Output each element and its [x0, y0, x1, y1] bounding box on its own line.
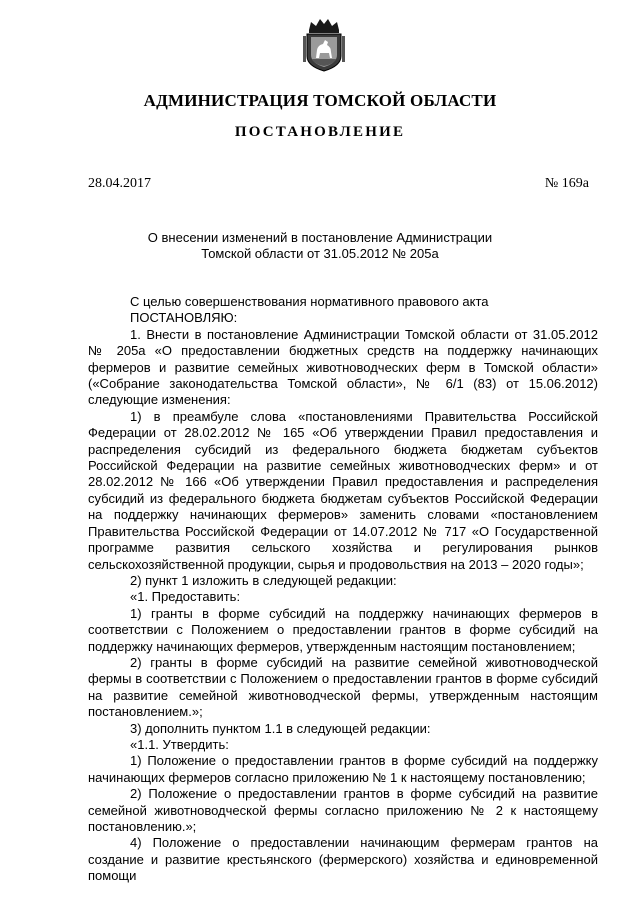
paragraph: «1. Предоставить:	[130, 589, 241, 605]
paragraph: «1.1. Утвердить:	[130, 736, 229, 752]
document-number: № 169а	[544, 176, 589, 191]
paragraph: ПОСТАНОВЛЯЮ:	[130, 310, 238, 326]
document-type: ПОСТАНОВЛЕНИЕ	[234, 124, 406, 140]
paragraph: 1) в преамбуле слова «постановлениями Правительства Российской Федерации от 28.02.2012 № 165 «Об утверждении Правил предоставления и распределения субсидий из федерального бюджета бюджетам субъектов Российской Федерации на развитие семейных животноводческих ферм» и от 28.02.2012 № 166 «Об утверждении Правил предоставления и распределения субсидий из федерального бюджета бюджетам субъектов Российской Федерации на поддержку начинающих фермеров» заменить словами «постановлением Правительства Российской Федерации от 14.07.2012 № 717 «О Государственной программе развития сельского хозяйства и регулирования рынков сельскохозяйственной продукции, сырья и продовольствия на 2013 – 2020 годы»;	[88, 408, 598, 572]
paragraph: 2) Положение о предоставлении грантов в форме субсидий на развитие семейной животноводческой фермы согласно приложению № 2 к настоящему постановлению.»;	[88, 786, 598, 834]
paragraph: С целью совершенствования нормативного правового акта	[130, 294, 489, 309]
subject-line: О внесении изменений в постановление Администрации	[147, 230, 493, 245]
paragraph: 3) дополнить пунктом 1.1 в следующей редакции:	[130, 720, 431, 736]
paragraph: 4) Положение о предоставлении начинающим фермерам грантов на создание и развитие крестьянского (фермерского) хозяйства и единовременной помощи	[88, 835, 598, 884]
subject-line: Томской области от 31.05.2012 № 205а	[201, 246, 439, 261]
document-subject	[0, 230, 640, 262]
paragraph: 1) гранты в форме субсидий на поддержку начинающих фермеров в соответствии с Положением о предоставлении грантов в форме субсидий на поддержку начинающих фермеров, утвержденным настоящим постановлением;	[88, 605, 598, 654]
paragraph: 2) пункт 1 изложить в следующей редакции:	[130, 572, 397, 588]
document-body	[88, 294, 598, 885]
tomsk-region-coat-of-arms-icon	[303, 16, 345, 72]
organization-title: АДМИНИСТРАЦИЯ ТОМСКОЙ ОБЛАСТИ	[143, 91, 497, 110]
paragraph: 1. Внести в постановление Администрации Томской области от 31.05.2012 № 205а «О предоставлении бюджетных средств на поддержку начинающих фермеров и развитие семейных животноводческих ферм в Томской области» («Собрание законодательства Томской области», № 6/1 (83) от 15.06.2012) следующие изменения:	[88, 326, 598, 408]
paragraph: 1) Положение о предоставлении грантов в форме субсидий на поддержку начинающих фермеров согласно приложению № 1 к настоящему постановлению;	[88, 753, 598, 785]
document-date: 28.04.2017	[88, 176, 151, 191]
paragraph: 2) гранты в форме субсидий на развитие семейной животноводческой фермы в соответствии с Положением о предоставлении грантов в форме субсидий на развитие семейной животноводческой фермы, утвержденным настоящим постановлением.»;	[88, 654, 598, 720]
